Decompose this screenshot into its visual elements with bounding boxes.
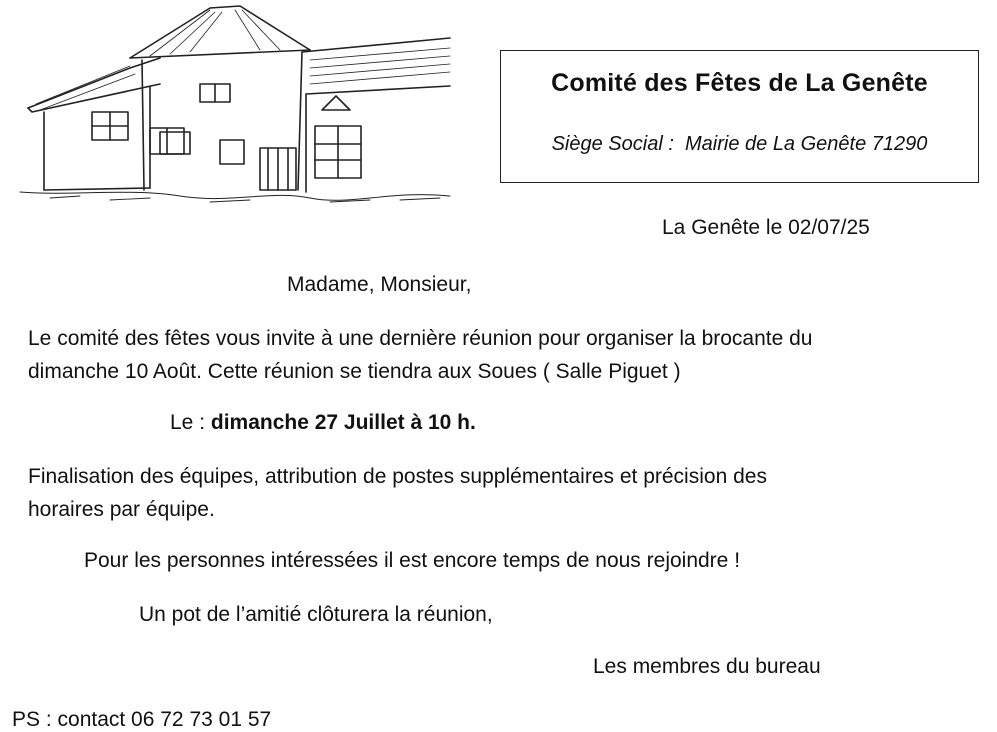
meeting-date-value: dimanche 27 Juillet à 10 h. <box>210 411 476 434</box>
agenda-line-2: horaires par équipe. <box>28 498 215 521</box>
intro-paragraph <box>28 322 813 388</box>
intro-line-1: Le comité des fêtes vous invite à une dernière réunion pour organiser la brocante du <box>28 327 813 350</box>
seat-value: Mairie de La Genête 71290 <box>685 133 928 155</box>
salutation: Madame, Monsieur, <box>287 273 472 296</box>
signature: Les membres du bureau <box>593 655 821 678</box>
meeting-date-label: Le : <box>170 411 206 434</box>
seat-label: Siège Social : <box>551 133 674 155</box>
letter-date: La Genête le 02/07/25 <box>662 216 870 239</box>
postscript-contact: PS : contact 06 72 73 01 57 <box>12 708 272 731</box>
organization-name: Comité des Fêtes de La Genête <box>551 69 928 97</box>
closing-line: Un pot de l’amitié clôturera la réunion, <box>139 603 493 626</box>
intro-line-2: dimanche 10 Août. Cette réunion se tiendra aux Soues ( Salle Piguet ) <box>28 360 681 383</box>
invitation-line: Pour les personnes intéressées il est encore temps de nous rejoindre ! <box>84 549 741 572</box>
agenda-line-1: Finalisation des équipes, attribution de postes supplémentaires et précision des <box>28 465 767 488</box>
agenda-paragraph <box>28 460 767 526</box>
registered-office <box>501 133 978 156</box>
house-sketch-icon <box>10 0 465 210</box>
letterhead-box <box>500 50 979 183</box>
meeting-date-line <box>170 411 476 435</box>
